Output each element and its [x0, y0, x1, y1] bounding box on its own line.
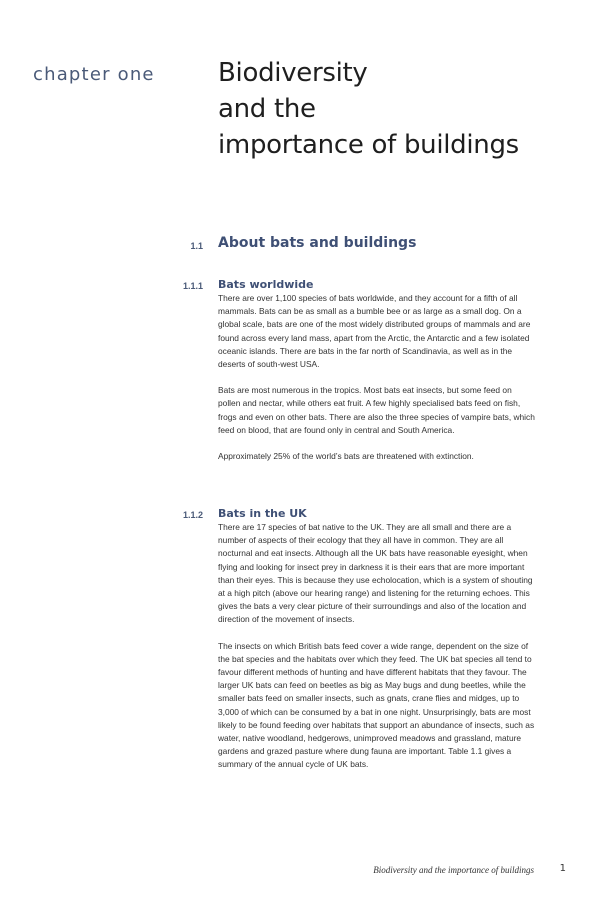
chapter-title [218, 55, 578, 163]
subsection-number: 1.1.2 [182, 510, 203, 520]
running-footer-title: Biodiversity and the importance of buildings [373, 865, 534, 875]
chapter-label: chapter one [33, 64, 155, 85]
subsection-number: 1.1.1 [182, 281, 203, 291]
section-number: 1.1 [190, 241, 203, 251]
paragraph: Approximately 25% of the world’s bats are threatened with extinction. [218, 451, 474, 462]
subsection-heading: Bats worldwide [218, 278, 314, 291]
paragraph: Bats are most numerous in the tropics. Most bats eat insects, but some feed on pollen and nectar, while others eat fruit. A few highly specialised bats feed on fish, frogs and even on other bats. There are also the three species of vampire bats, which feed on blood, that are found only in central and South America. [218, 385, 535, 435]
chapter-title-line: and the [218, 94, 316, 124]
paragraph: There are 17 species of bat native to the UK. They are all small and there are a number of aspects of their ecology that they all have in common. They are all nocturnal and eat insects. Although all the UK bats have reasonable eyesight, when flying and looking for insect prey in darkness it is their ears that are more important than their eyes. This is because they use echolocation, which is a system of shouting at a high pitch (above our hearing range) and listening for the returning echoes. This gives the bats a very clear picture of their surroundings and also of the location and direction of the movement of insects. [218, 522, 533, 625]
chapter-title-line: importance of buildings [218, 130, 519, 160]
paragraph: The insects on which British bats feed cover a wide range, dependent on the size of the bat species and the habitats over which they feed. The UK bat species all tend to favour different methods of hunting and have different habitats that they favour. The larger UK bats can feed on beetles as big as May bugs and dung beetles, while the smaller bats feed on smaller insects, such as gnats, crane flies and midges, up to 3,000 of which can be consumed by a bat in one night. Unsurprisingly, bats are most likely to be found feeding over habitats that support an abundance of insects, such as water, native woodland, hedgerows, unimproved meadows and grassland, mature gardens and grazed pasture where dung fauna are important. Table 1.1 gives a summary of the annual cycle of UK bats. [218, 640, 535, 770]
subsection-body [218, 521, 536, 785]
subsection-body [218, 292, 536, 476]
page-number: 1 [559, 863, 566, 874]
chapter-title-line: Biodiversity [218, 58, 368, 88]
subsection-heading: Bats in the UK [218, 507, 307, 520]
section-heading: About bats and buildings [218, 235, 417, 251]
paragraph: There are over 1,100 species of bats worldwide, and they account for a fifth of all mammals. Bats can be as small as a bumble bee or as large as a small dog. On a global scale, bats are one of the most widely distributed groups of mammals and are found across every land mass, apart from the Arctic, the Antarctic and a few isolated oceanic islands. There are bats in the far north of Scandinavia, as well as in the deserts of south-west USA. [218, 293, 531, 370]
